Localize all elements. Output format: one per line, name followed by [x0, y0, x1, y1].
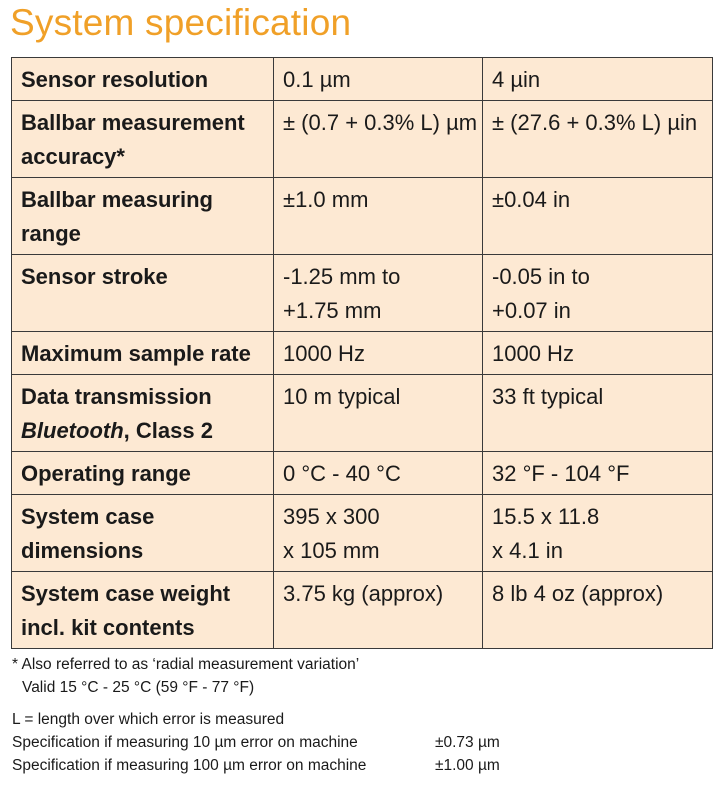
spec-value-imperial: 32 °F - 104 °F	[483, 452, 713, 495]
table-row	[12, 572, 713, 649]
spec-label-ballbar-range: Ballbar measuring range	[12, 178, 274, 255]
spec-value-imperial: -0.05 in to +0.07 in	[483, 255, 713, 332]
spec-label-max-sample-rate: Maximum sample rate	[12, 332, 274, 375]
footnotes	[12, 653, 500, 777]
table-row	[12, 375, 713, 452]
spec-value-metric: 0 °C - 40 °C	[274, 452, 483, 495]
spec-label-data-transmission: Data transmission Bluetooth, Class 2	[12, 375, 274, 452]
spec-value-imperial: ± (27.6 + 0.3% L) µin	[483, 101, 713, 178]
table-row	[12, 58, 713, 101]
spec-label-sensor-resolution: Sensor resolution	[12, 58, 274, 101]
footnote-spec-10um-label: Specification if measuring 10 µm error on machine	[12, 734, 358, 751]
spec-label-case-weight: System case weight incl. kit contents	[12, 572, 274, 649]
table-row	[12, 101, 713, 178]
specification-table	[11, 57, 713, 649]
spec-value-imperial: ±0.04 in	[483, 178, 713, 255]
table-row	[12, 495, 713, 572]
spec-value-metric: -1.25 mm to +1.75 mm	[274, 255, 483, 332]
table-row	[12, 332, 713, 375]
spec-value-metric: ± (0.7 + 0.3% L) µm	[274, 101, 483, 178]
spec-value-imperial: 33 ft typical	[483, 375, 713, 452]
spec-value-metric: 0.1 µm	[274, 58, 483, 101]
footnote-spec-10um	[12, 731, 500, 754]
footnote-spec-100um	[12, 754, 500, 777]
spec-value-metric: 1000 Hz	[274, 332, 483, 375]
spec-label-sensor-stroke: Sensor stroke	[12, 255, 274, 332]
spec-value-imperial: 8 lb 4 oz (approx)	[483, 572, 713, 649]
footnote-length-definition: L = length over which error is measured	[12, 711, 285, 728]
spec-value-metric: 395 x 300 x 105 mm	[274, 495, 483, 572]
table-row	[12, 178, 713, 255]
table-row	[12, 452, 713, 495]
spec-value-metric: 10 m typical	[274, 375, 483, 452]
spec-value-metric: ±1.0 mm	[274, 178, 483, 255]
spec-value-imperial: 15.5 x 11.8 x 4.1 in	[483, 495, 713, 572]
spec-value-metric: 3.75 kg (approx)	[274, 572, 483, 649]
footnote-spec-100um-value: ±1.00 µm	[435, 757, 500, 774]
footnote-asterisk: * Also referred to as ‘radial measurement variation’	[12, 656, 360, 673]
footnote-valid-range: Valid 15 °C - 25 °C (59 °F - 77 °F)	[22, 679, 255, 696]
spec-value-imperial: 1000 Hz	[483, 332, 713, 375]
footnote-spec-10um-value: ±0.73 µm	[435, 734, 500, 751]
footnote-spec-100um-label: Specification if measuring 100 µm error on machine	[12, 757, 367, 774]
page-title: System specification	[10, 2, 352, 43]
spec-value-imperial: 4 µin	[483, 58, 713, 101]
spec-label-ballbar-accuracy: Ballbar measurement accuracy*	[12, 101, 274, 178]
table-row	[12, 255, 713, 332]
spec-label-operating-range: Operating range	[12, 452, 274, 495]
bluetooth-italic-text: Bluetooth	[21, 418, 124, 443]
spec-label-case-dimensions: System case dimensions	[12, 495, 274, 572]
